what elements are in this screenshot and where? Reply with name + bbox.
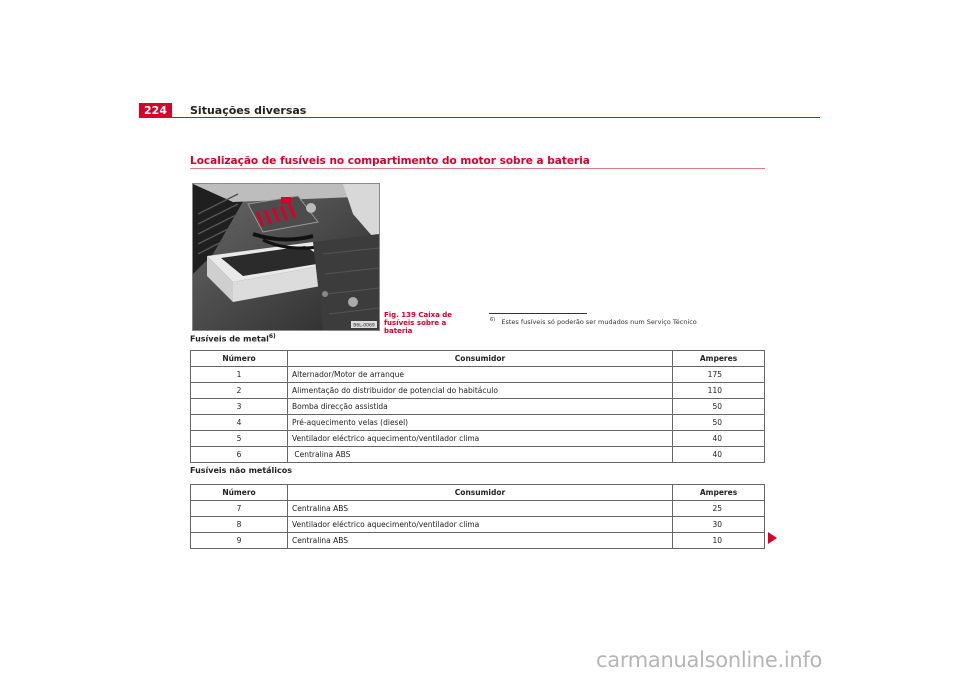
footnote-text: Estes fusíveis só poderão ser mudados num Serviço Técnico: [501, 318, 697, 327]
fuse-consumer: Bomba direcção assistida: [288, 399, 673, 415]
chapter-title: Situações diversas: [190, 104, 307, 117]
fuse-amperes: 10: [673, 533, 765, 549]
section-title: Localização de fusíveis no compartimento do motor sobre a bateria: [190, 155, 590, 167]
fuse-amperes: 25: [673, 501, 765, 517]
fuse-number: 2: [191, 383, 288, 399]
fuse-number: 1: [191, 367, 288, 383]
column-header-amperes: Amperes: [673, 485, 765, 501]
column-header-consumer: Consumidor: [288, 485, 673, 501]
fuse-amperes: 40: [673, 447, 765, 463]
metal-fuses-footnote-ref: 6): [268, 333, 276, 340]
table-row: [191, 367, 765, 383]
footnote-marker: 6): [490, 317, 496, 323]
table-header-row: [191, 351, 765, 367]
fuse-box-photo: [192, 183, 380, 331]
section-divider: [190, 168, 765, 169]
nonmetal-fuses-title: Fusíveis não metálicos: [190, 466, 293, 475]
fuse-amperes: 50: [673, 415, 765, 431]
fuse-amperes: 110: [673, 383, 765, 399]
fuse-consumer: Pré-aquecimento velas (diesel): [288, 415, 673, 431]
figure-caption: Fig. 139 Caixa de fusíveis sobre a bateria: [384, 311, 453, 335]
table-row: [191, 501, 765, 517]
footnote: [490, 317, 697, 326]
metal-fuses-table: [190, 350, 765, 463]
column-header-amperes: Amperes: [673, 351, 765, 367]
table-row: [191, 517, 765, 533]
table-row: [191, 415, 765, 431]
fuse-consumer: Alimentação do distribuidor de potencial do habitáculo: [288, 383, 673, 399]
metal-fuses-title: [190, 333, 276, 344]
fuse-consumer: Centralina ABS: [288, 501, 673, 517]
figure-code: B6L-0069: [353, 323, 375, 329]
fuse-consumer: Alternador/Motor de arranque: [288, 367, 673, 383]
column-header-consumer: Consumidor: [288, 351, 673, 367]
fuse-number: 3: [191, 399, 288, 415]
fuse-number: 6: [191, 447, 288, 463]
table-row: [191, 383, 765, 399]
metal-fuses-title-text: Fusíveis de metal: [190, 334, 269, 344]
table-row: [191, 447, 765, 463]
fuse-amperes: 175: [673, 367, 765, 383]
header-divider: [172, 117, 820, 118]
nonmetal-fuses-table: [190, 484, 765, 549]
fuse-amperes: 30: [673, 517, 765, 533]
next-page-arrow-icon: [768, 532, 777, 544]
fuse-amperes: 40: [673, 431, 765, 447]
page-number: 224: [139, 103, 172, 118]
column-header-number: Número: [191, 485, 288, 501]
column-header-number: Número: [191, 351, 288, 367]
fuse-consumer: Centralina ABS: [288, 447, 673, 463]
footnote-divider: [489, 313, 587, 314]
fuse-amperes: 50: [673, 399, 765, 415]
fuse-number: 7: [191, 501, 288, 517]
fuse-consumer: Ventilador eléctrico aquecimento/ventilador clima: [288, 431, 673, 447]
table-row: [191, 533, 765, 549]
fuse-number: 9: [191, 533, 288, 549]
table-header-row: [191, 485, 765, 501]
watermark: carmanualsonline.info: [596, 648, 823, 672]
fuse-number: 4: [191, 415, 288, 431]
fuse-consumer: Ventilador eléctrico aquecimento/ventilador clima: [288, 517, 673, 533]
fuse-consumer: Centralina ABS: [288, 533, 673, 549]
fuse-number: 8: [191, 517, 288, 533]
table-row: [191, 431, 765, 447]
table-row: [191, 399, 765, 415]
fuse-number: 5: [191, 431, 288, 447]
